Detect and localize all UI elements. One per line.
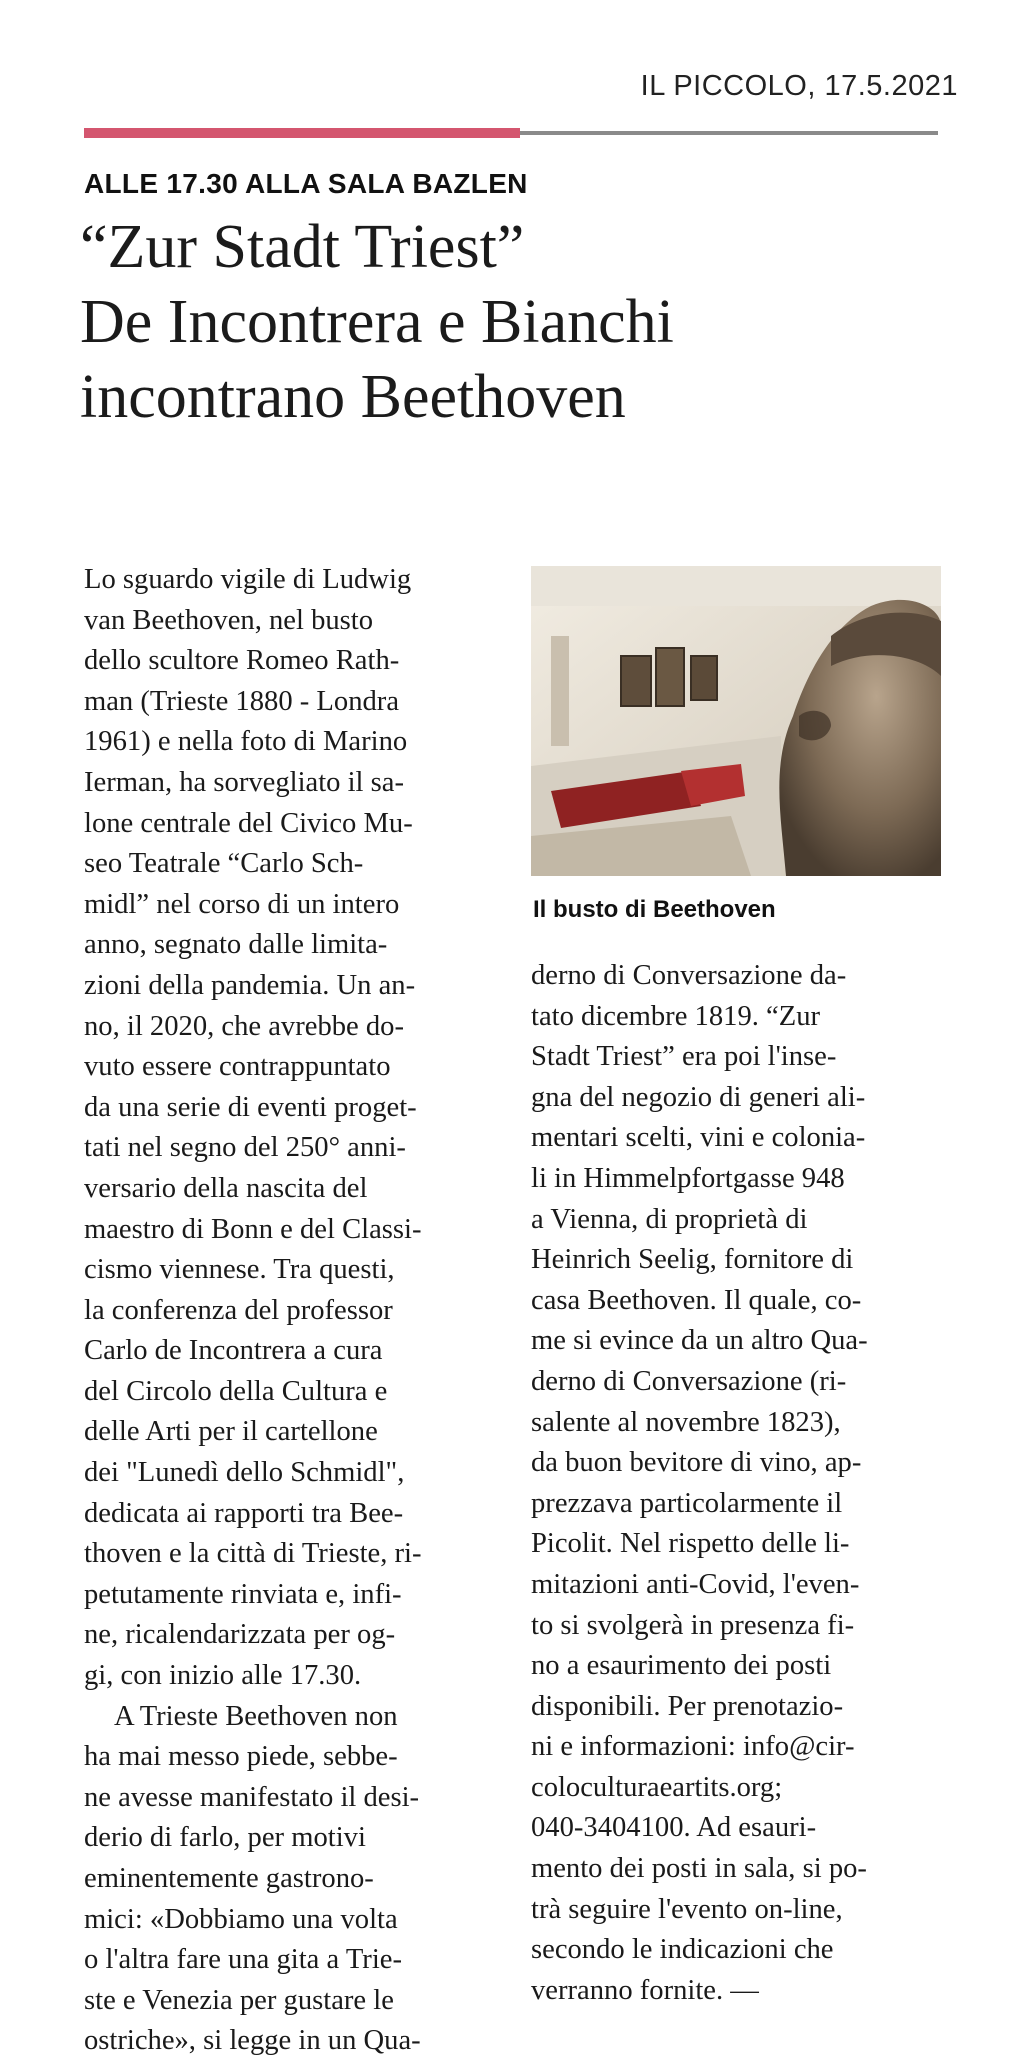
body-text-line: dedicata ai rapporti tra Bee- (84, 1497, 404, 1529)
body-text-line: lone centrale del Civico Mu- (84, 807, 413, 839)
body-text-line: a Vienna, di proprietà di (531, 1203, 808, 1235)
body-text-line: A Trieste Beethoven non (114, 1700, 398, 1732)
body-text-line: del Circolo della Cultura e (84, 1375, 388, 1407)
beethoven-bust-photo (531, 566, 941, 876)
body-text-line: salente al novembre 1823), (531, 1406, 841, 1438)
body-text-line: trà seguire l'evento on-line, (531, 1893, 843, 1925)
body-text-line: Stadt Triest” era poi l'inse- (531, 1041, 837, 1073)
headline-line-3: incontrano Beethoven (80, 363, 626, 431)
body-text-line: man (Trieste 1880 - Londra (84, 685, 400, 717)
body-text-line: mici: «Dobbiamo una volta (84, 1903, 398, 1935)
body-text-line: o l'altra fare una gita a Trie- (84, 1944, 402, 1976)
photo-illustration (531, 566, 941, 876)
body-text-line: Heinrich Seelig, fornitore di (531, 1244, 854, 1276)
body-text-line: dei "Lunedì dello Schmidl", (84, 1457, 405, 1489)
body-text-line: mentari scelti, vini e colonia- (531, 1122, 866, 1154)
body-text-line: midl” nel corso di un intero (84, 888, 400, 920)
body-text-line: no a esaurimento dei posti (531, 1650, 832, 1682)
article-kicker: ALLE 17.30 ALLA SALA BAZLEN (84, 168, 528, 199)
body-text-line: Lo sguardo vigile di Ludwig (84, 564, 412, 595)
body-text-line: derno di Conversazione da- (531, 960, 847, 991)
article-headline (80, 210, 960, 435)
body-text-line: ni e informazioni: info@cir- (531, 1731, 855, 1763)
body-text-line: da buon bevitore di vino, ap- (531, 1447, 862, 1479)
body-text-line: mitazioni anti-Covid, l'even- (531, 1568, 860, 1600)
body-text-line: anno, segnato dalle limita- (84, 929, 388, 961)
body-text-line: eminentemente gastrono- (84, 1863, 374, 1894)
body-text-line: ostriche», si legge in un Qua- (84, 2025, 421, 2057)
article-column-right (531, 956, 941, 2011)
body-text-line: zioni della pandemia. Un an- (84, 969, 416, 1001)
body-text-line: mento dei posti in sala, si po- (531, 1853, 867, 1885)
headline-line-1: “Zur Stadt Triest” (80, 213, 525, 281)
body-text-line: to si svolgerà in presenza fi- (531, 1609, 855, 1641)
headline-line-2: De Incontrera e Bianchi (80, 288, 674, 356)
body-text-line: coloculturaeartits.org; (531, 1771, 783, 1803)
body-text-line: petutamente rinviata e, infi- (84, 1578, 402, 1610)
section-rule-line (520, 131, 938, 135)
body-text-line: Carlo de Incontrera a cura (84, 1335, 383, 1367)
photo-caption: Il busto di Beethoven (533, 896, 776, 923)
body-text-line: disponibili. Per prenotazio- (531, 1690, 844, 1722)
body-text-line: derno di Conversazione (ri- (531, 1365, 847, 1397)
body-text-line: ste e Venezia per gustare le (84, 1984, 394, 2016)
body-text-line: la conferenza del professor (84, 1294, 393, 1326)
body-text-line: seo Teatrale “Carlo Sch- (84, 848, 364, 880)
body-text-line: no, il 2020, che avrebbe do- (84, 1010, 404, 1042)
body-text-line: derio di farlo, per motivi (84, 1822, 366, 1854)
body-text-line: li in Himmelpfortgasse 948 (531, 1162, 845, 1194)
body-text-line: tato dicembre 1819. “Zur (531, 1000, 821, 1032)
body-text-line: da una serie di eventi proget- (84, 1091, 417, 1123)
body-text-line: vuto essere contrappuntato (84, 1051, 391, 1083)
body-text-line: ne, ricalendarizzata per og- (84, 1619, 396, 1651)
section-rule-accent (84, 128, 520, 138)
body-text-line: casa Beethoven. Il quale, co- (531, 1284, 862, 1316)
body-text-line: tati nel segno del 250° anni- (84, 1132, 406, 1164)
body-text-line: ha mai messo piede, sebbe- (84, 1741, 398, 1773)
body-text-line: Picolit. Nel rispetto delle li- (531, 1528, 850, 1560)
article-column-left (84, 560, 494, 2062)
body-text-line: versario della nascita del (84, 1172, 368, 1204)
body-text-line: gi, con inizio alle 17.30. (84, 1660, 362, 1692)
body-text-line: 1961) e nella foto di Marino (84, 726, 408, 758)
body-text-line: gna del negozio di generi ali- (531, 1081, 866, 1113)
body-text-line: prezzava particolarmente il (531, 1487, 843, 1519)
body-text-line: verranno fornite. — (531, 1974, 759, 2006)
body-text-line: maestro di Bonn e del Classi- (84, 1213, 422, 1245)
body-text-line: cismo viennese. Tra questi, (84, 1254, 395, 1286)
body-text-line: van Beethoven, nel busto (84, 604, 374, 636)
body-text-line: thoven e la città di Trieste, ri- (84, 1538, 422, 1570)
body-text-line: 040-3404100. Ad esauri- (531, 1812, 817, 1844)
body-text-line: me si evince da un altro Qua- (531, 1325, 868, 1357)
body-text-line: Ierman, ha sorvegliato il sa- (84, 766, 404, 798)
body-text-line: delle Arti per il cartellone (84, 1416, 378, 1448)
body-text-line: ne avesse manifestato il desi- (84, 1781, 420, 1813)
body-text-line: dello scultore Romeo Rath- (84, 645, 400, 677)
body-text-line: secondo le indicazioni che (531, 1934, 834, 1966)
publication-source: IL PICCOLO, 17.5.2021 (640, 70, 958, 102)
